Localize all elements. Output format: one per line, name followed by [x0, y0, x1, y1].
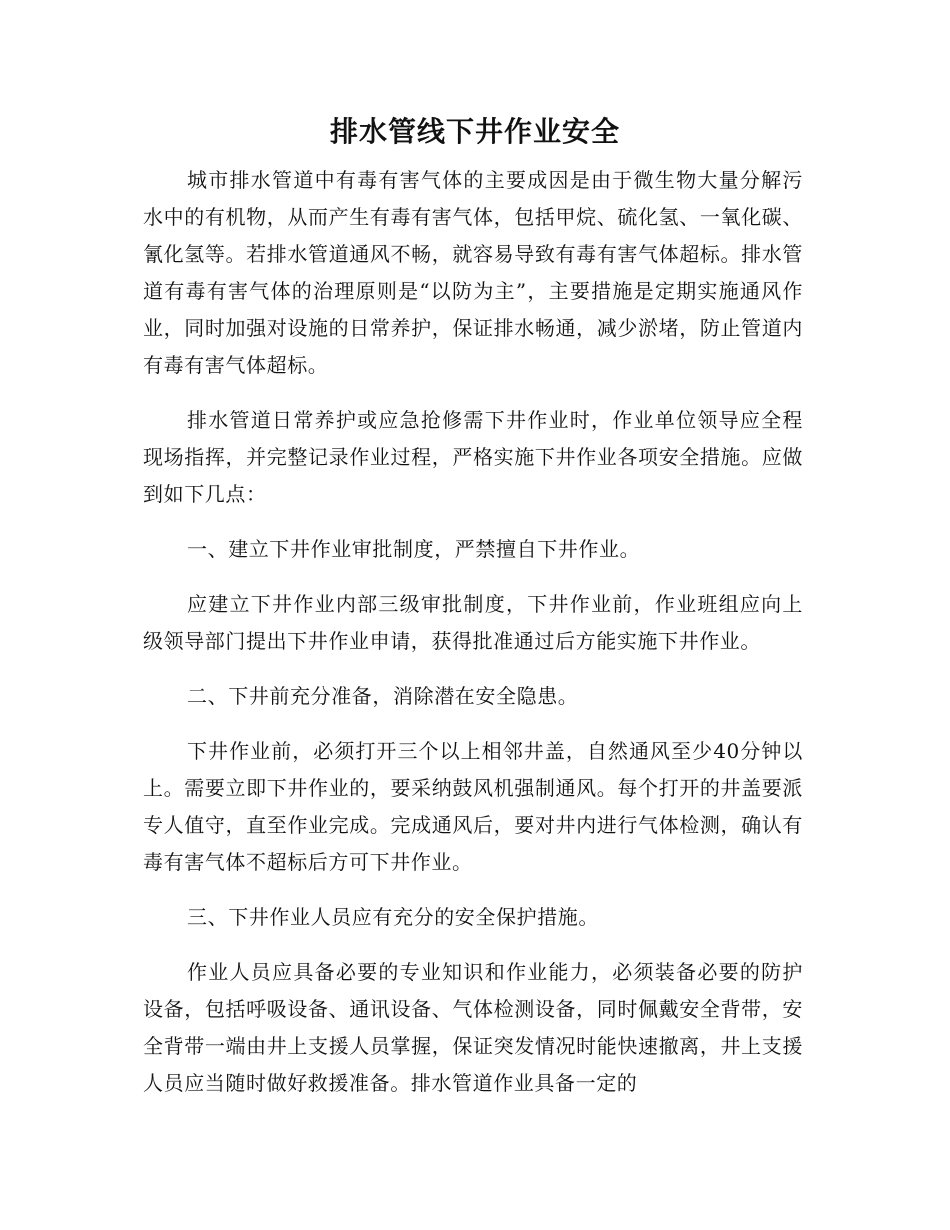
paragraph-approval-system: 应建立下井作业内部三级审批制度，下井作业前，作业班组应向上级领导部门提出下井作业申请，获得批准通过后方能实施下井作业。 [143, 592, 803, 653]
section-heading-preparation: 二、下井前充分准备，消除潜在安全隐患。 [187, 684, 579, 708]
paragraph-protective-equipment: 作业人员应具备必要的专业知识和作业能力，必须装备必要的防护设备，包括呼吸设备、通讯设备、气体检测设备，同时佩戴安全背带，安全背带一端由井上支援人员掌握，保证突发情况时能快速撤离，井上支援人员应当随时做好救援准备。排水管道作业具备一定的 [143, 960, 803, 1095]
section-heading-protection: 三、下井作业人员应有充分的安全保护措施。 [187, 905, 599, 929]
document-title: 排水管线下井作业安全 [329, 115, 620, 148]
paragraph-gas-causes: 城市排水管道中有毒有害气体的主要成因是由于微生物大量分解污水中的有机物，从而产生有毒有害气体，包括甲烷、硫化氢、一氧化碳、氰化氢等。若排水管道通风不畅，就容易导致有毒有害气体超标。排水管道有毒有害气体的治理原则是“以防为主”，主要措施是定期实施通风作业，同时加强对设施的日常养护，保证排水畅通，减少淤堵，防止管道内有毒有害气体超标。 [143, 168, 803, 377]
section-heading-approval: 一、建立下井作业审批制度，严禁擅自下井作业。 [187, 537, 641, 561]
document-body [143, 162, 803, 1120]
paragraph-work-requirements: 排水管道日常养护或应急抢修需下井作业时，作业单位领导应全程现场指挥，并完整记录作业过程，严格实施下井作业各项安全措施。应做到如下几点： [143, 408, 803, 506]
paragraph-ventilation: 下井作业前，必须打开三个以上相邻井盖，自然通风至少40分钟以上。需要立即下井作业的，要采纳鼓风机强制通风。每个打开的井盖要派专人值守，直至作业完成。完成通风后，要对井内进行气体检测，确认有毒有害气体不超标后方可下井作业。 [143, 739, 803, 874]
